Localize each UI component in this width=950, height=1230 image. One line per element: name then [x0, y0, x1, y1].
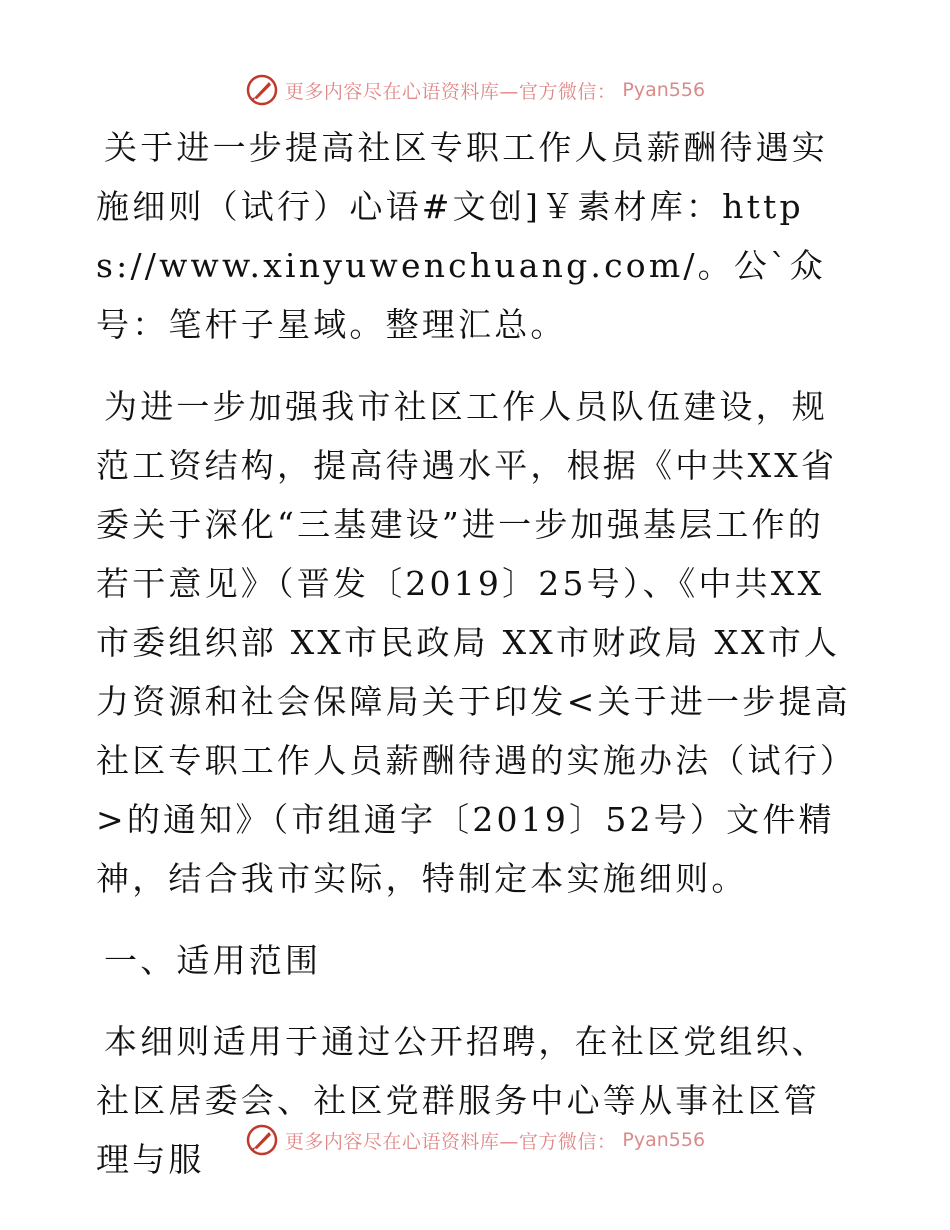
- feather-pen-logo-icon: [245, 73, 279, 107]
- watermark-text: 更多内容尽在心语资料库—官方微信：: [284, 80, 617, 103]
- document-intro-paragraph: 为进一步加强我市社区工作人员队伍建设，规范工资结构，提高待遇水平，根据《中共XX省委关于深化“三基建设”进一步加强基层工作的若干意见》（晋发〔2019〕25号）、《中共XX市委组织部 XX市民政局 XX市财政局 XX市人力资源和社会保障局关于印发<关于进一步提高社区专职工作人员薪酬待遇的实施办法（试行）>的通知》（市组通字〔2019〕52号）文件精神，结合我市实际，特制定本实施细则。: [96, 387, 851, 898]
- watermark-handle: Pyan556: [622, 79, 706, 101]
- watermark-banner-bottom: [0, 1120, 950, 1160]
- section-heading: 一、适用范围: [104, 941, 322, 980]
- feather-pen-logo-icon: [245, 1123, 279, 1157]
- document-body: [96, 118, 856, 1212]
- watermark-handle: Pyan556: [622, 1129, 706, 1151]
- watermark-banner-top: [0, 70, 950, 110]
- watermark-text: 更多内容尽在心语资料库—官方微信：: [284, 1130, 617, 1153]
- document-body-paragraph: 本细则适用于通过公开招聘，在社区党组织、社区居委会、社区党群服务中心等从事社区管理与服: [96, 1022, 828, 1179]
- document-title-paragraph: 关于进一步提高社区专职工作人员薪酬待遇实施细则（试行）心语#文创]￥素材库：https://www.xinyuwenchuang.com/。公`众号：笔杆子星域。整理汇总。: [96, 128, 828, 344]
